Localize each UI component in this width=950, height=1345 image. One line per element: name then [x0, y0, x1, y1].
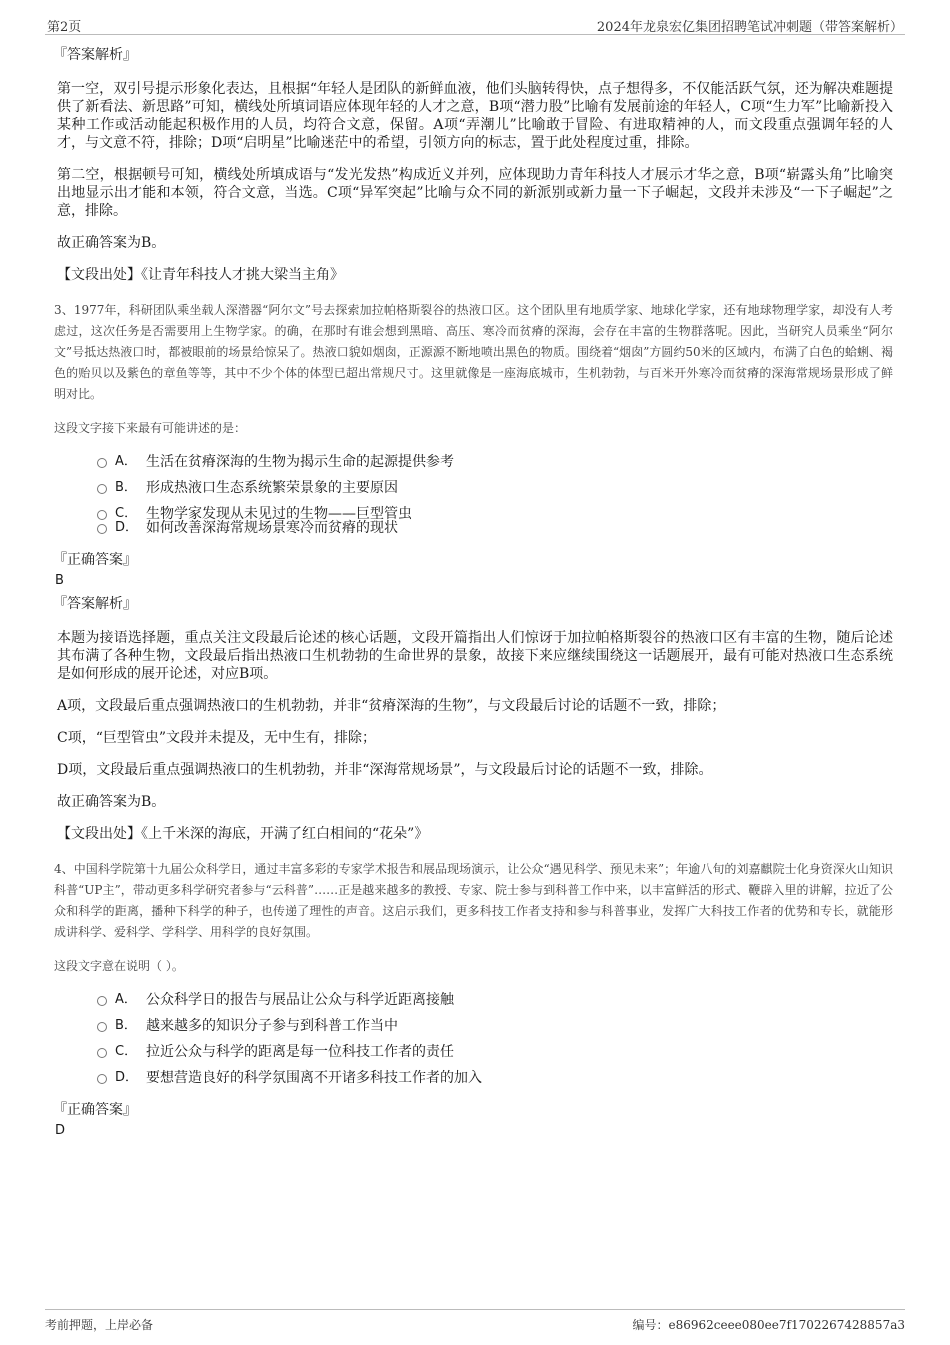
analysis-paragraph: 第一空，双引号提示形象化表达，且根据“年轻人是团队的新鲜血液，他们头脑转得快，点子想得多，不仅能活跃气氛，还为解决难题提供了新看法、新思路”可知，横线处所填词语应体现年轻的人才之意，B项“潜力股”比喻有发展前途的年轻人，C项“生力军”比喻新投入某种工作或活动能起积极作用的人员，均符合文意，保留。A项“弄潮儿”比喻敢于冒险、有进取精神的人，而文段重点强调年轻的人才，与文意不符，排除；D项“启明星”比喻迷茫中的希望，引领方向的标志，置于此处程度过重，排除。 — [57, 81, 893, 151]
correct-answer-label: 『正确答案』 — [53, 1102, 137, 1118]
page-header — [45, 14, 905, 35]
option-text: 公众科学日的报告与展品让公众与科学近距离接触 — [146, 992, 454, 1008]
option-d[interactable] — [97, 519, 893, 545]
document-title: 2024年龙泉宏亿集团招聘笔试冲刺题（带答案解析） — [596, 20, 903, 35]
source-title: 《让青年科技人才挑大梁当主角》 — [141, 267, 344, 283]
option-text: 形成热液口生态系统繁荣景象的主要原因 — [146, 480, 398, 496]
question-3-stem: 这段文字接下来最有可能讲述的是： — [54, 421, 247, 435]
page-number: 第2页 — [47, 20, 82, 35]
radio-button[interactable] — [97, 996, 107, 1006]
question-4-stem: 这段文字意在说明（ ）。 — [54, 959, 184, 973]
source-line — [57, 825, 893, 843]
analysis-paragraph: 第二空，根据顿号可知，横线处所填成语与“发光发热”构成近义并列，应体现助力青年科技人才展示才华之意，B项“崭露头角”比喻突出地显示出才能和本领，符合文意，当选。C项“异军突起”比喻与众不同的新派别或新力量一下子崛起，文段并未涉及“一下子崛起”之意，排除。 — [57, 167, 893, 219]
analysis-label: 『答案解析』 — [53, 596, 137, 612]
option-letter: B． — [115, 1018, 137, 1033]
option-b[interactable] — [97, 479, 893, 505]
option-text: 越来越多的知识分子参与到科普工作当中 — [146, 1018, 398, 1034]
page-footer — [45, 1309, 905, 1336]
analysis-label: 『答案解析』 — [53, 47, 137, 63]
option-letter: C． — [115, 506, 138, 521]
radio-button[interactable] — [97, 484, 107, 494]
page-content — [53, 46, 893, 1145]
radio-button[interactable] — [97, 1022, 107, 1032]
option-text: 如何改善深海常规场景寒冷而贫瘠的现状 — [146, 520, 398, 536]
option-text: 拉近公众与科学的距离是每一位科技工作者的责任 — [146, 1044, 454, 1060]
analysis-paragraph: C项，“巨型管虫”文段并未提及，无中生有，排除； — [57, 730, 377, 746]
option-text: 生活在贫瘠深海的生物为揭示生命的起源提供参考 — [146, 454, 454, 470]
option-letter: A． — [115, 454, 137, 469]
option-letter: C． — [115, 1044, 138, 1059]
source-title: 《上千米深的海底，开满了红白相间的“花朵”》 — [141, 826, 429, 842]
option-letter: D． — [115, 1070, 139, 1085]
question-3-options — [97, 453, 893, 545]
option-c[interactable] — [97, 1043, 893, 1069]
option-letter: A． — [115, 992, 137, 1007]
radio-button[interactable] — [97, 524, 107, 534]
option-letter: B． — [115, 480, 137, 495]
analysis-paragraph: D项，文段最后重点强调热液口的生机勃勃，并非“深海常规场景”，与文段最后讨论的话题不一致，排除。 — [57, 762, 713, 778]
footer-slogan: 考前押题，上岸必备 — [45, 1318, 154, 1332]
source-prefix: 【文段出处】 — [57, 826, 141, 842]
correct-answer: D — [55, 1123, 66, 1138]
option-a[interactable] — [97, 991, 893, 1017]
analysis-conclusion: 故正确答案为B。 — [57, 794, 166, 810]
source-line — [57, 266, 893, 284]
option-d[interactable] — [97, 1069, 893, 1095]
correct-answer-label: 『正确答案』 — [53, 552, 137, 568]
document-id: 编号：e86962ceee080ee7f1702267428857a3 — [632, 1318, 905, 1332]
radio-button[interactable] — [97, 1048, 107, 1058]
correct-answer: B — [55, 573, 64, 588]
option-letter: D． — [115, 520, 139, 535]
analysis-paragraph: 本题为接语选择题，重点关注文段最后论述的核心话题，文段开篇指出人们惊讶于加拉帕格斯裂谷的热液口区有丰富的生物，随后论述其布满了各种生物，文段最后指出热液口生机勃勃的生命世界的景象，故接下来应继续围绕这一话题展开，最有可能对热液口生态系统是如何形成的展开论述，对应B项。 — [57, 630, 893, 682]
radio-button[interactable] — [97, 458, 107, 468]
option-text: 生物学家发现从未见过的生物——巨型管虫 — [146, 506, 412, 522]
source-prefix: 【文段出处】 — [57, 267, 141, 283]
question-4-text: 4、中国科学院第十九届公众科学日，通过丰富多彩的专家学术报告和展品现场演示，让公众“遇见科学、预见未来”；年逾八旬的刘嘉麒院士化身资深火山知识科普“UP主”，带动更多科学研究者参与“云科普”……正是越来越多的教授、专家、院士参与到科普工作中来，以丰富鲜活的形式、鞭辟入里的讲解，拉近了公众和科学的距离，播种下科学的种子，也传递了理性的声音。这启示我们，更多科技工作者支持和参与科普事业，发挥广大科技工作者的优势和专长，就能形成讲科学、爱科学、学科学、用科学的良好氛围。 — [54, 862, 893, 939]
option-a[interactable] — [97, 453, 893, 479]
question-4-options — [97, 991, 893, 1095]
option-text: 要想营造良好的科学氛围离不开诸多科技工作者的加入 — [146, 1070, 482, 1086]
radio-button[interactable] — [97, 1074, 107, 1084]
question-3-text: 3、1977年，科研团队乘坐载人深潜器“阿尔文”号去探索加拉帕格斯裂谷的热液口区。这个团队里有地质学家、地球化学家，还有地球物理学家，却没有人考虑过，这次任务是否需要用上生物学家。的确，在那时有谁会想到黑暗、高压、寒冷而贫瘠的深海，会存在丰富的生物群落呢。因此，当研究人员乘坐“阿尔文”号抵达热液口时，都被眼前的场景给惊呆了。热液口貌如烟囱，正源源不断地喷出黑色的物质。围绕着“烟囱”方圆约50米的区域内，布满了白色的蛤蜊、褐色的贻贝以及紫色的章鱼等等，其中不少个体的体型已超出常规尺寸。这里就像是一座海底城市，生机勃勃，与百米开外寒冷而贫瘠的深海常规场景形成了鲜明对比。 — [54, 303, 893, 401]
analysis-conclusion: 故正确答案为B。 — [57, 235, 166, 251]
option-c[interactable] — [97, 505, 893, 522]
analysis-paragraph: A项，文段最后重点强调热液口的生机勃勃，并非“贫瘠深海的生物”，与文段最后讨论的话题不一致，排除； — [57, 698, 726, 714]
option-b[interactable] — [97, 1017, 893, 1043]
